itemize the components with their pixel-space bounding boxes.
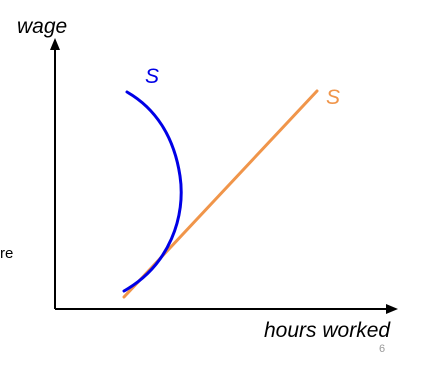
supply-curve-backward-bending (124, 92, 181, 291)
y-axis-arrowhead (50, 38, 60, 50)
y-axis-label: wage (17, 15, 68, 38)
supply-label-straight: S (326, 86, 341, 109)
side-text-fragment: re (0, 245, 14, 262)
supply-label-backward-bending: S (145, 65, 160, 88)
x-axis-arrowhead (386, 304, 398, 314)
x-axis-label: hours worked (264, 319, 391, 342)
page-number: 6 (379, 343, 386, 355)
